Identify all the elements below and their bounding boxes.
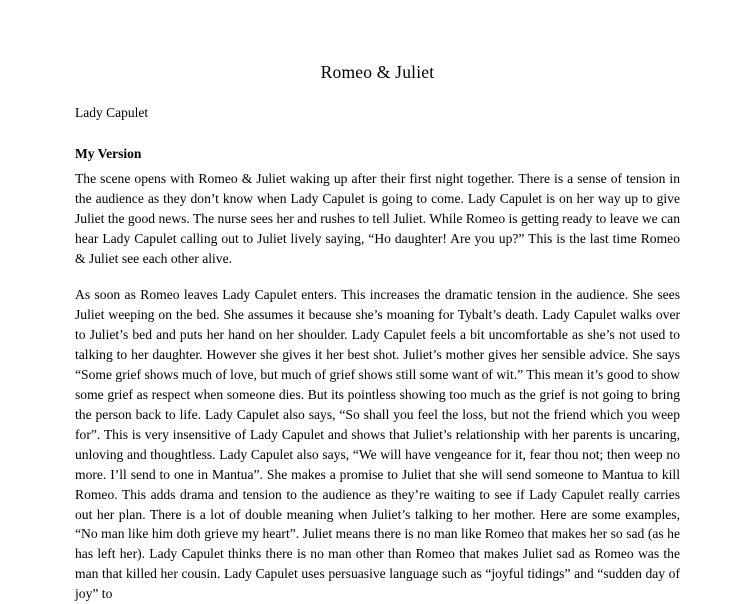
document-subtitle: Lady Capulet: [75, 105, 149, 120]
section-heading-my-version: My Version: [75, 146, 142, 161]
body-paragraph-1: The scene opens with Romeo & Juliet waking up after their first night together. There is a sense of tension in the audience as they don’t know when Lady Capulet is going to come. Lady Capulet is on her way up to give Juliet the good news. The nurse sees her and rushes to tell Juliet. While Romeo is getting ready to leave we can hear Lady Capulet calling out to Juliet lively saying, “Ho daughter! Are you up?” This is the last time Romeo & Juliet see each other alive.: [75, 171, 680, 266]
body-paragraph-2: As soon as Romeo leaves Lady Capulet enters. This increases the dramatic tension in the audience. She sees Juliet weeping on the bed. She assumes it because she’s moaning for Tybalt’s death. Lady Capulet walks over to Juliet’s bed and puts her hand on her shoulder. Lady Capulet feels a bit uncomfortable as she’s not used to talking to her daughter. However she gives it her best shot. Juliet’s mother gives her sensible advice. She says “Some grief shows much of love, but much of grief shows still some want of wit.” This mean it’s good to show some grief as respect when someone dies. But its pointless showing too much as the grief is not going to bring the person back to life. Lady Capulet also says, “So shall you feel the loss, but not the friend which you weep for”. This is very insensitive of Lady Capulet and shows that Juliet’s relationship with her parents is uncaring, unloving and thoughtless. Lady Capulet also says, “We will have vengeance for it, fear thou not; then weep no more. I’ll send to one in Mantua”. She makes a promise to Juliet that she will send someone to Mantua to kill Romeo. This adds drama and tension to the audience as they’re waiting to see if Lady Capulet really carries out her plan. There is a lot of double meaning when Juliet’s talking to her mother. Here are some examples, “No man like him doth grieve my heart”. Juliet means there is no man like Romeo that makes her so sad (as he has left her). Lady Capulet thinks there is no man other than Romeo that makes Juliet sad as Romeo was the man that killed her cousin. Lady Capulet uses persuasive language such as “joyful tidings” and “sudden day of joy” to: [75, 286, 680, 602]
page-title: Romeo & Juliet: [320, 62, 435, 82]
